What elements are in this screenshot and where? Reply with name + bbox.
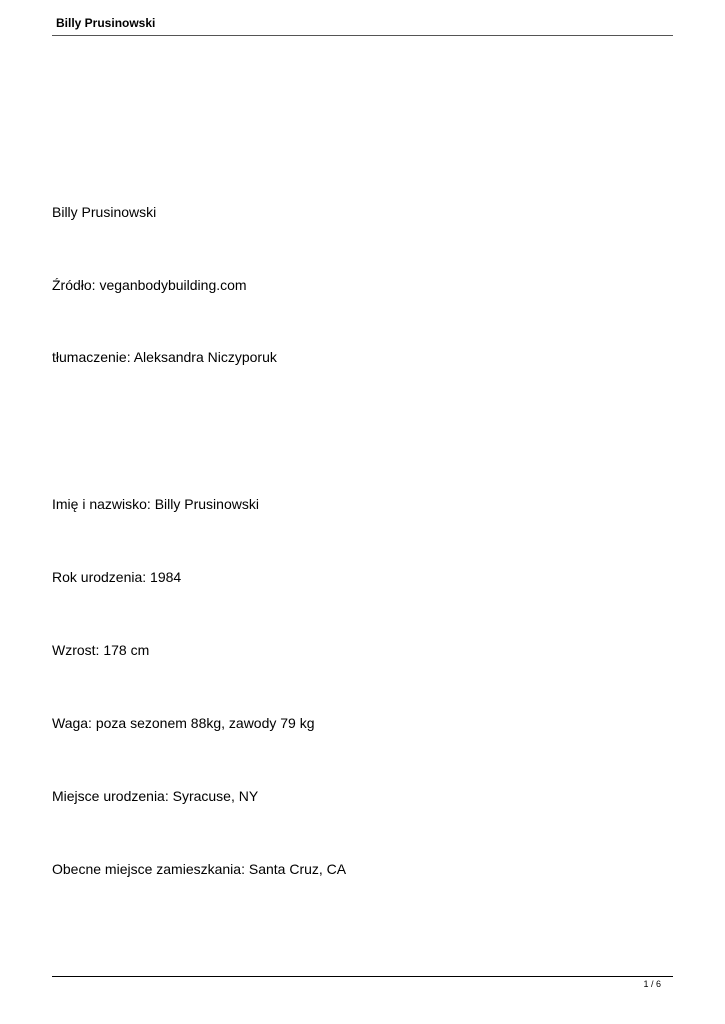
header-divider (52, 35, 673, 36)
weight-line: Waga: poza sezonem 88kg, zawody 79 kg (52, 715, 315, 731)
residence-line: Obecne miejsce zamieszkania: Santa Cruz, CA (52, 861, 347, 877)
birthplace-line: Miejsce urodzenia: Syracuse, NY (52, 788, 259, 804)
footer-divider (52, 976, 673, 977)
birth-year-line: Rok urodzenia: 1984 (52, 569, 182, 585)
height-line: Wzrost: 178 cm (52, 642, 150, 658)
document-title: Billy Prusinowski (52, 204, 157, 220)
source-line: Źródło: veganbodybuilding.com (52, 277, 247, 293)
running-header-title: Billy Prusinowski (56, 16, 156, 30)
page-number: 1 / 6 (643, 979, 661, 989)
translator-line: tłumaczenie: Aleksandra Niczyporuk (52, 349, 277, 365)
name-line: Imię i nazwisko: Billy Prusinowski (52, 496, 259, 512)
